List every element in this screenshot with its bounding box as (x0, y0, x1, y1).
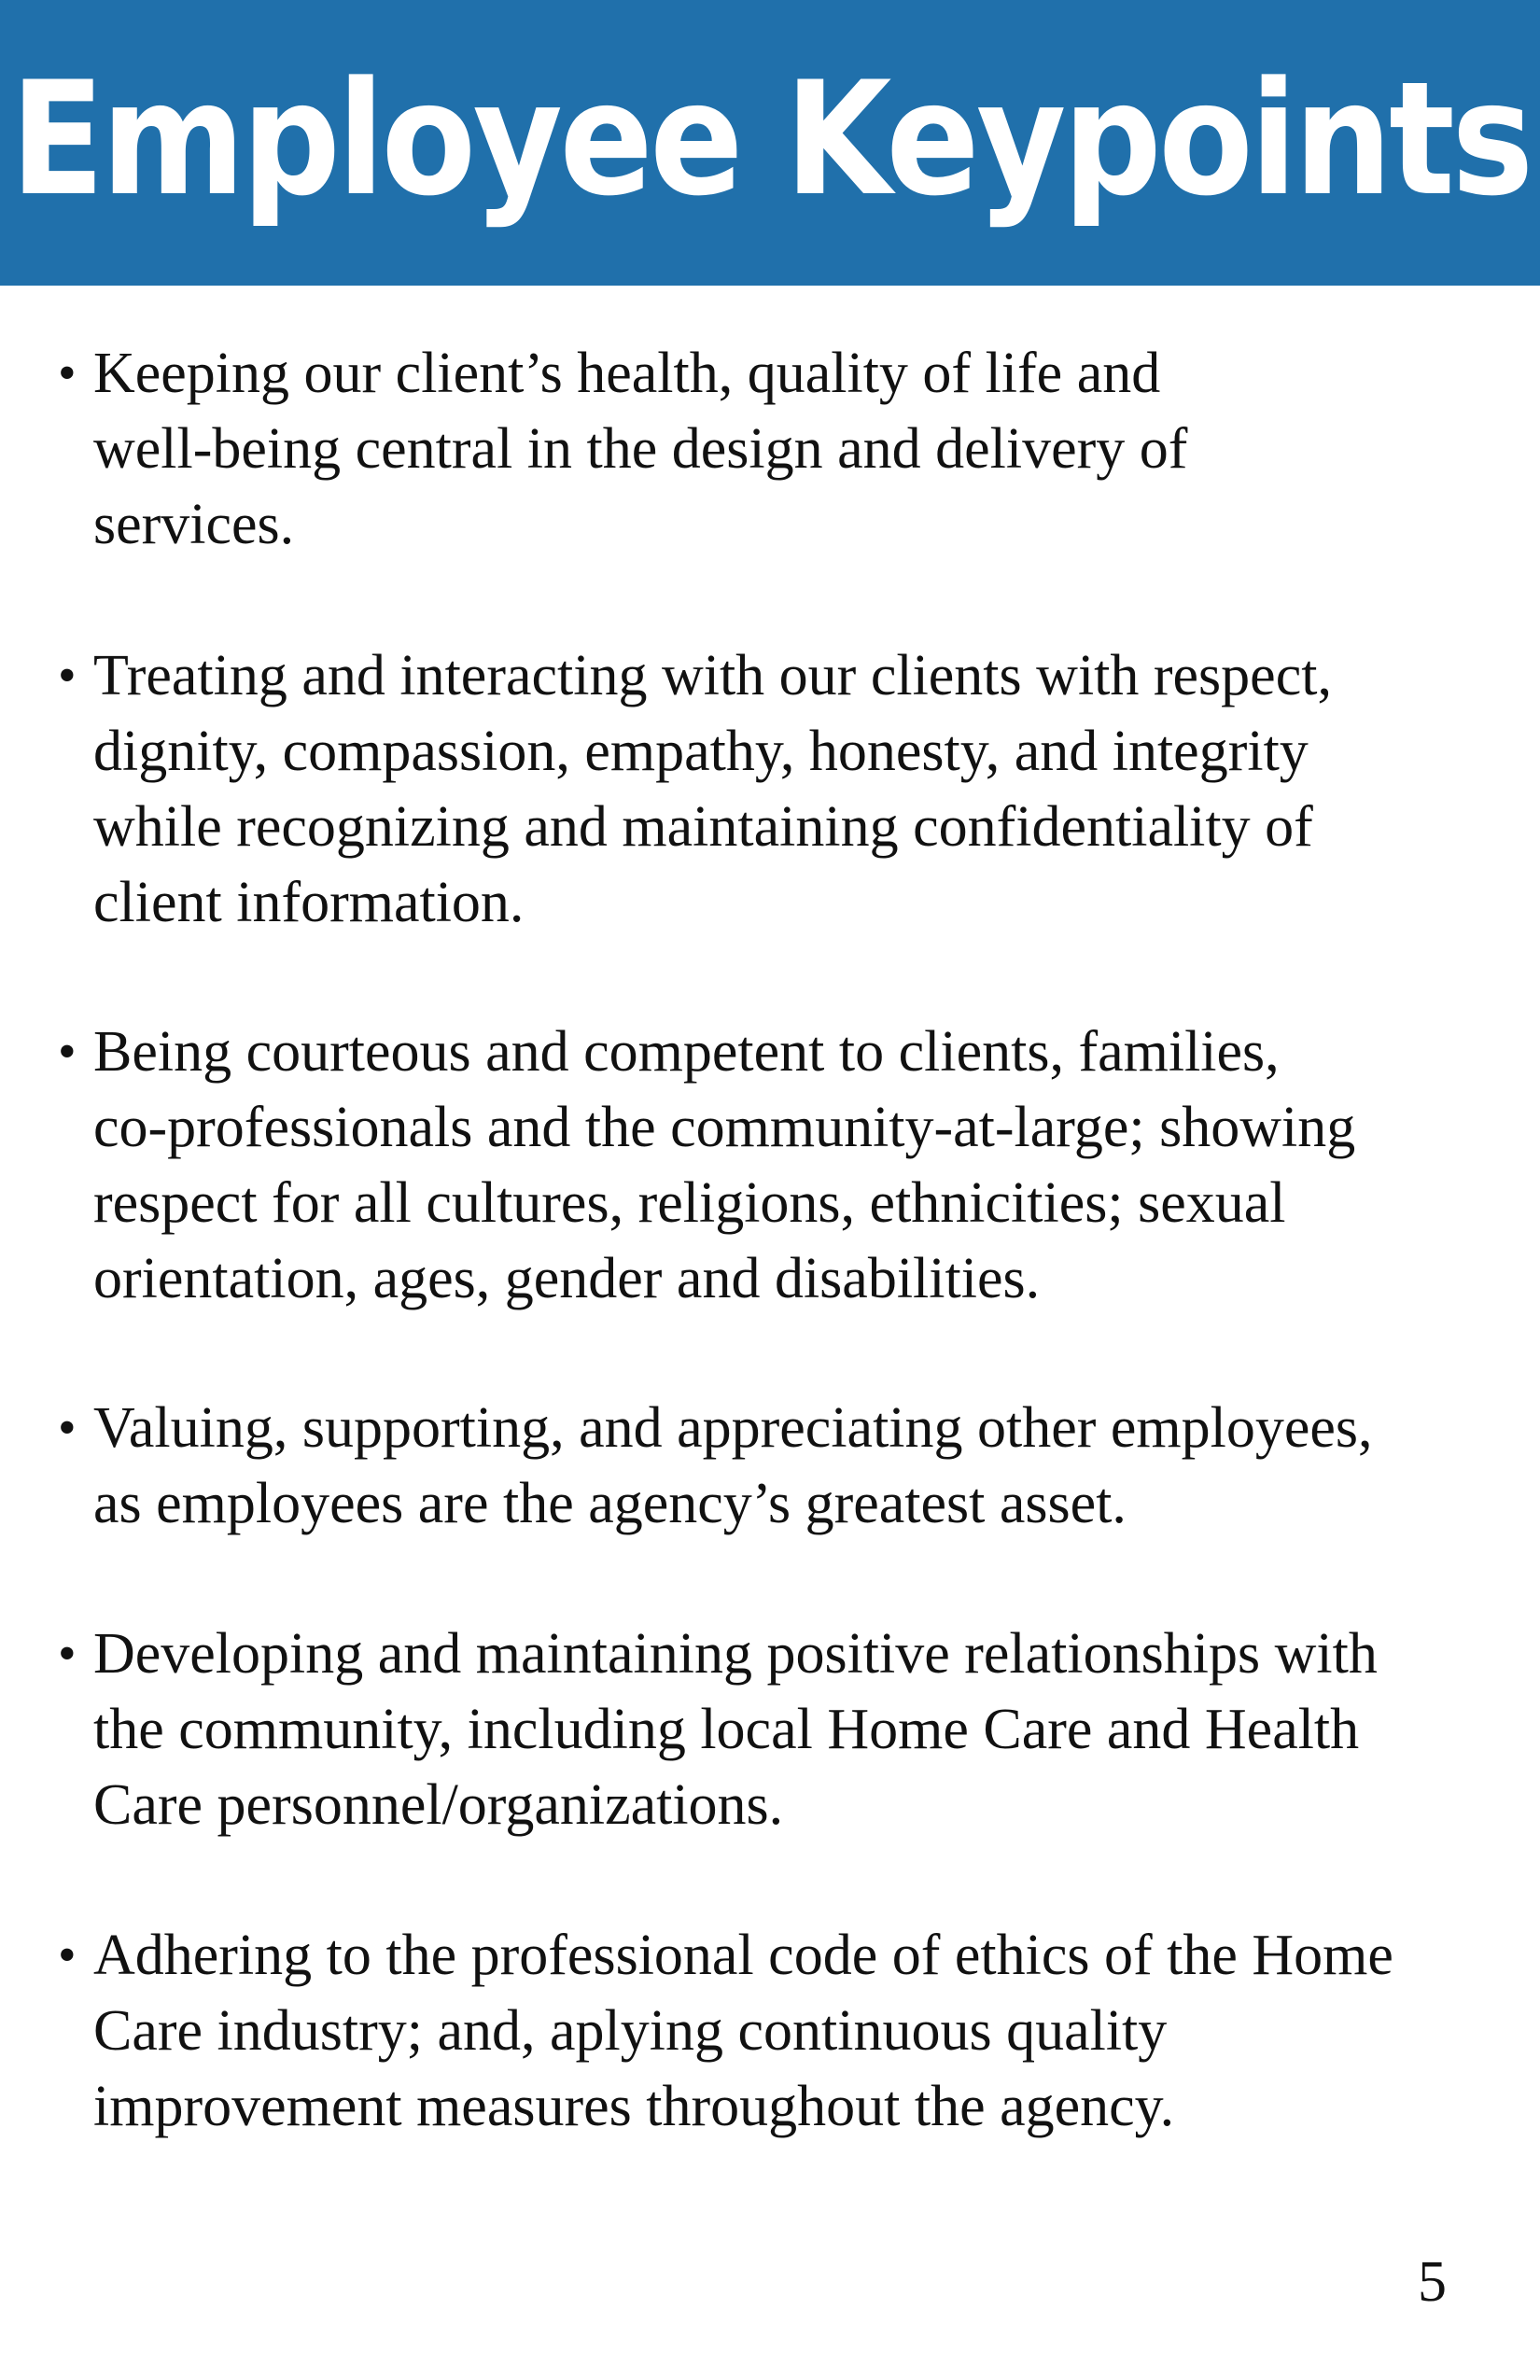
bullet-icon: • (58, 1399, 77, 1457)
bullet-icon: • (58, 1023, 77, 1081)
list-item (58, 638, 1512, 941)
bullet-icon: • (58, 647, 77, 705)
page-title: Employee Keypoints (9, 48, 1531, 231)
keypoint-text: Developing and maintaining positive relationships with the community, including local Home Care and Health Care personnel/organizations. (93, 1622, 1378, 1837)
keypoint-text: Being courteous and competent to clients, families, co-professionals and the community-at-large; showing respect for all cultures, religions, ethnicities; sexual orientation, ages, gender and disabilities. (93, 1020, 1356, 1310)
list-item (58, 1015, 1512, 1317)
keypoint-text: Treating and interacting with our clients with respect, dignity, compassion, empathy, honesty, and integrity while recognizing and maintaining confidentiality of client information. (93, 644, 1332, 934)
keypoint-text: Keeping our client’s health, quality of life and well-being central in the design and delivery of services. (93, 342, 1188, 556)
list-item (58, 1918, 1512, 2145)
keypoint-text: Valuing, supporting, and appreciating other employees, as employees are the agency’s greatest asset. (93, 1396, 1373, 1535)
list-item (58, 1391, 1512, 1542)
keypoint-text: Adhering to the professional code of ethics of the Home Care industry; and, aplying continuous quality improvement measures throughout the agency. (93, 1924, 1393, 2138)
page-header (0, 0, 1540, 286)
list-item (58, 1617, 1512, 1843)
page-number: 5 (1418, 2250, 1447, 2314)
bullet-icon: • (58, 1926, 77, 1984)
list-item (58, 336, 1512, 563)
bullet-icon: • (58, 1625, 77, 1683)
bullet-icon: • (58, 344, 77, 402)
